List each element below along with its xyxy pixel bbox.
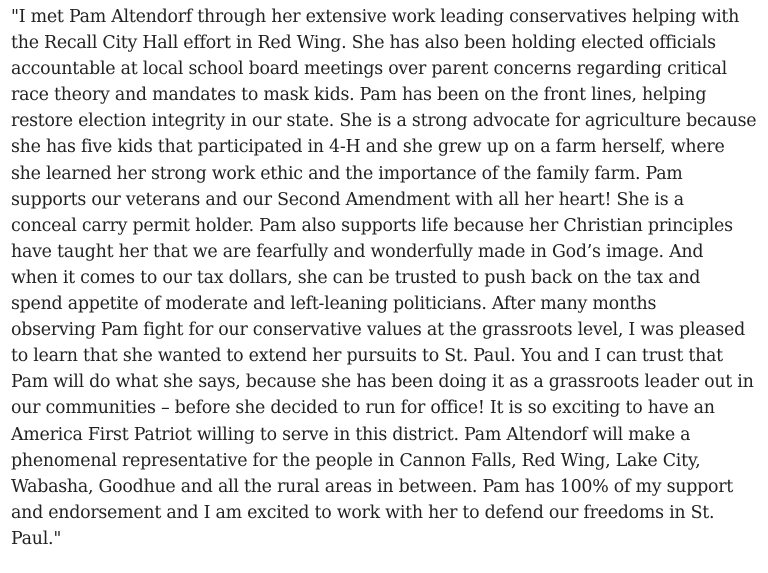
quote-line: accountable at local school board meetings over parent concerns regarding critical bbox=[11, 59, 727, 80]
quote-line: "I met Pam Altendorf through her extensive work leading conservatives helping with bbox=[11, 7, 740, 27]
quote-line: phenomenal representative for the people in Cannon Falls, Red Wing, Lake City, bbox=[11, 450, 701, 471]
quote-line: Pam will do what she says, because she has been doing it as a grassroots leader out in bbox=[11, 372, 754, 393]
quote-line: she learned her strong work ethic and the importance of the family farm. Pam bbox=[11, 163, 683, 184]
quote-line: Wabasha, Goodhue and all the rural areas in between. Pam has 100% of my support bbox=[11, 476, 733, 497]
quote-line: have taught her that we are fearfully and wonderfully made in God’s image. And bbox=[11, 241, 704, 262]
quote-line: the Recall City Hall effort in Red Wing. She has also been holding elected officials bbox=[11, 33, 716, 54]
endorsement-quote bbox=[11, 4, 761, 552]
quote-line: America First Patriot willing to serve in this district. Pam Altendorf will make a bbox=[11, 424, 691, 445]
quote-line: conceal carry permit holder. Pam also supports life because her Christian principles bbox=[11, 215, 733, 236]
quote-line: supports our veterans and our Second Amendment with all her heart! She is a bbox=[11, 189, 684, 210]
quote-line: when it comes to our tax dollars, she can be trusted to push back on the tax and bbox=[11, 267, 701, 288]
quote-line: race theory and mandates to mask kids. Pam has been on the front lines, helping bbox=[11, 85, 707, 106]
quote-line: Paul." bbox=[11, 528, 62, 549]
quote-line: she has five kids that participated in 4-H and she grew up on a farm herself, where bbox=[11, 137, 725, 158]
quote-line: observing Pam fight for our conservative values at the grassroots level, I was pleased bbox=[11, 320, 745, 341]
quote-line: restore election integrity in our state. She is a strong advocate for agriculture because bbox=[11, 111, 757, 132]
quote-line: to learn that she wanted to extend her pursuits to St. Paul. You and I can trust that bbox=[11, 346, 723, 367]
quote-line: our communities – before she decided to run for office! It is so exciting to have an bbox=[11, 398, 715, 419]
quote-line: spend appetite of moderate and left-leaning politicians. After many months bbox=[11, 294, 657, 315]
quote-line: and endorsement and I am excited to work with her to defend our freedoms in St. bbox=[11, 502, 715, 523]
